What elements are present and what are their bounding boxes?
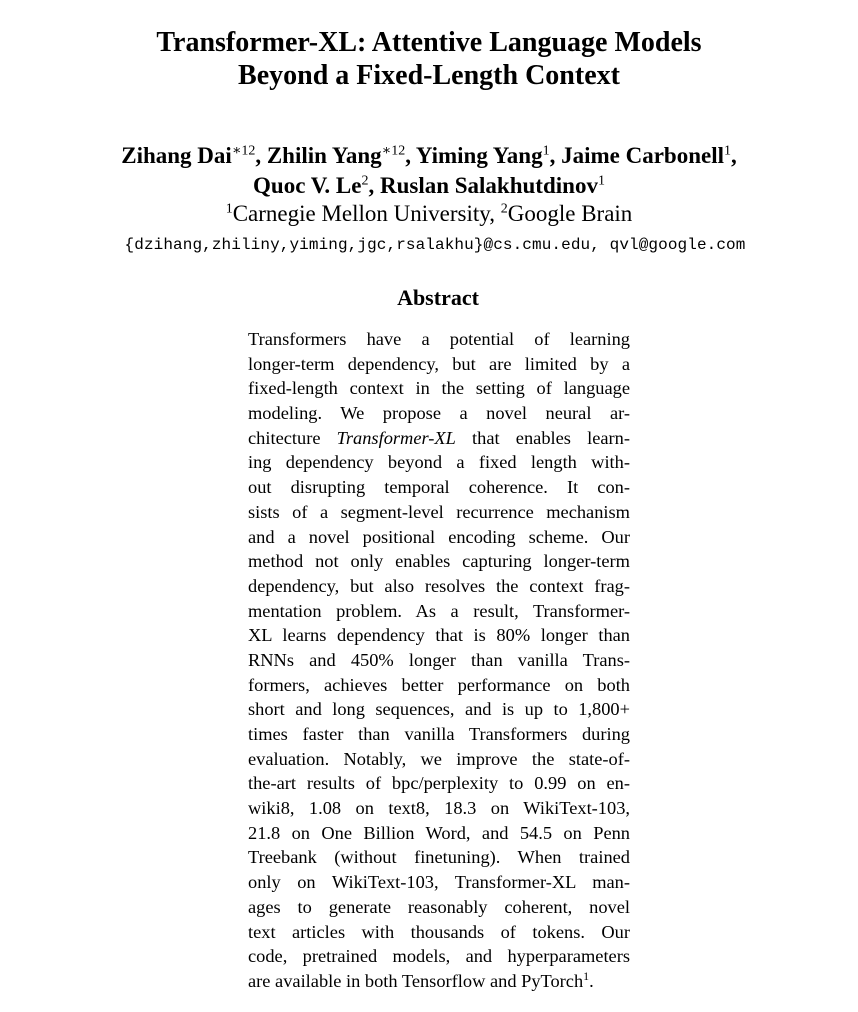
- abstract-line: RNNs and 450% longer than vanilla Trans-: [248, 649, 630, 670]
- author-separator: ,: [405, 143, 416, 168]
- abstract-last-period: .: [589, 970, 594, 991]
- abstract-line: XL learns dependency that is 80% longer than: [248, 625, 630, 646]
- author-separator: ,: [549, 143, 562, 168]
- abstract-line: [248, 969, 630, 994]
- author-name: Zihang Dai: [121, 143, 232, 168]
- affiliation-line: [0, 199, 858, 229]
- abstract-heading: Abstract: [397, 285, 479, 310]
- author-line-1: [0, 141, 858, 171]
- author-line-2: [0, 171, 858, 201]
- abstract-line: wiki8, 1.08 on text8, 18.3 on WikiText-103,: [248, 798, 630, 819]
- abstract-line: modeling. We propose a novel neural ar-: [248, 403, 630, 424]
- affiliation-mark: 2: [500, 201, 508, 217]
- abstract-line: ing dependency beyond a fixed length with-: [248, 452, 630, 473]
- author-name: Yiming Yang: [415, 143, 543, 168]
- abstract-line-tail: that enables learn-: [455, 427, 630, 448]
- abstract-line: short and long sequences, and is up to 1,800+: [248, 699, 630, 720]
- abstract-line: longer-term dependency, but are limited by a: [248, 353, 630, 374]
- footnote-mark: 1: [583, 968, 590, 983]
- affiliation-separator: ,: [489, 201, 501, 226]
- abstract-line: formers, achieves better performance on both: [248, 674, 630, 695]
- title-line-1: Transformer-XL: Attentive Language Models: [156, 27, 702, 58]
- affiliation-name: Google Brain: [507, 201, 633, 226]
- author-name: Zhilin Yang: [266, 143, 382, 168]
- abstract-line: method not only enables capturing longer-term: [248, 551, 630, 572]
- abstract-line: 21.8 on One Billion Word, and 54.5 on Penn: [248, 822, 630, 843]
- paper-title: [0, 26, 858, 92]
- title-line-2: Beyond a Fixed-Length Context: [238, 60, 620, 91]
- abstract-line: mentation problem. As a result, Transformer-: [248, 600, 630, 621]
- abstract-line: sists of a segment-level recurrence mechanism: [248, 501, 630, 522]
- author-affiliation-mark: 2: [361, 173, 369, 189]
- abstract-line: times faster than vanilla Transformers during: [248, 724, 630, 744]
- abstract-line: fixed-length context in the setting of language: [248, 378, 630, 399]
- author-separator: ,: [731, 143, 737, 168]
- author-list: [0, 141, 858, 201]
- abstract-line: only on WikiText-103, Transformer-XL man-: [248, 872, 630, 893]
- abstract-line: [248, 426, 630, 451]
- abstract-line: Treebank (without finetuning). When trained: [248, 847, 630, 868]
- author-affiliation-mark: 1: [724, 143, 731, 159]
- model-name-italic: Transformer-XL: [336, 427, 456, 448]
- abstract-line: code, pretrained models, and hyperparameters: [248, 946, 630, 967]
- author-name: Jaime Carbonell: [561, 143, 724, 168]
- author-separator: ,: [368, 173, 380, 198]
- affiliation-name: Carnegie Mellon University: [232, 201, 490, 226]
- author-affiliation-mark: ∗12: [381, 143, 406, 159]
- abstract-line: ages to generate reasonably coherent, novel: [248, 896, 630, 917]
- abstract-line: evaluation. Notably, we improve the state-of-: [248, 748, 630, 769]
- abstract-line: the-art results of bpc/perplexity to 0.99 on en-: [248, 773, 630, 794]
- abstract-line: text articles with thousands of tokens. Our: [248, 921, 630, 942]
- abstract-line: and a novel positional encoding scheme. Our: [248, 526, 630, 547]
- author-affiliation-mark: 1: [597, 173, 605, 189]
- abstract-line-head: chitecture: [248, 427, 337, 448]
- author-separator: ,: [255, 143, 267, 168]
- author-name: Ruslan Salakhutdinov: [379, 173, 598, 198]
- abstract-text: [248, 327, 630, 994]
- abstract-line: Transformers have a potential of learning: [248, 329, 630, 349]
- author-emails: {dzihang,zhiliny,yiming,jgc,rsalakhu}@cs.cmu.edu, qvl@google.com: [124, 236, 746, 254]
- author-affiliation-mark: ∗12: [231, 143, 256, 159]
- abstract-line: dependency, but also resolves the context frag-: [248, 575, 630, 596]
- abstract-line: out disrupting temporal coherence. It con-: [248, 477, 630, 498]
- abstract-last-line: are available in both Tensorflow and PyTorch: [248, 970, 584, 991]
- affiliation-mark: 1: [225, 201, 233, 217]
- author-name: Quoc V. Le: [253, 173, 362, 198]
- author-affiliation-mark: 1: [542, 143, 550, 159]
